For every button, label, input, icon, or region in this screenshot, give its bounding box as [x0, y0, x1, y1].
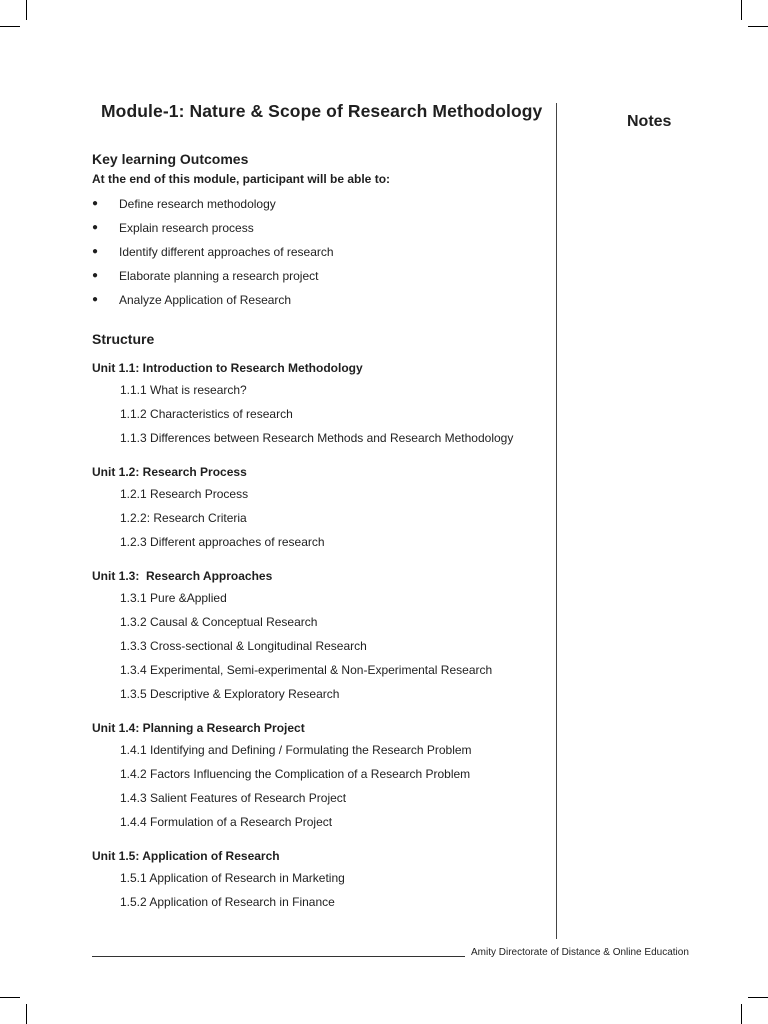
learning-outcome-text: Define research methodology — [119, 197, 276, 211]
footer-rule — [92, 956, 465, 957]
notes-label: Notes — [627, 113, 672, 130]
subsection-item: 1.2.2: Research Criteria — [120, 511, 247, 525]
unit-title: Unit 1.2: Research Process — [92, 465, 247, 479]
subsection-item: 1.2.1 Research Process — [120, 487, 249, 501]
subsection-item: 1.4.2 Factors Influencing the Complication of a Research Problem — [120, 767, 471, 781]
structure-heading: Structure — [92, 331, 155, 347]
structure-section — [92, 330, 542, 918]
bullet-icon: ● — [92, 222, 99, 233]
subsection-item: 1.2.3 Different approaches of research — [120, 535, 325, 549]
unit-block — [92, 360, 542, 454]
subsection-list — [92, 382, 542, 454]
subsection-item: 1.1.3 Differences between Research Methods and Research Methodology — [120, 431, 514, 445]
learning-outcome-text: Explain research process — [119, 221, 254, 235]
subsection-item: 1.4.3 Salient Features of Research Project — [120, 791, 347, 805]
subsection-item: 1.3.5 Descriptive & Exploratory Research — [120, 687, 340, 701]
crop-mark-bottom-left-horizontal — [0, 997, 20, 998]
unit-title: Unit 1.4: Planning a Research Project — [92, 721, 305, 735]
unit-title: Unit 1.5: Application of Research — [92, 849, 280, 863]
notes-column-divider — [556, 103, 557, 939]
subsection-list — [92, 742, 542, 838]
unit-block — [92, 464, 542, 558]
module-title: Module-1: Nature & Scope of Research Methodology — [101, 101, 543, 121]
subsection-item: 1.3.4 Experimental, Semi-experimental & Non-Experimental Research — [120, 663, 493, 677]
learning-outcome-item — [92, 268, 542, 292]
module-content — [92, 150, 542, 918]
crop-mark-top-left-vertical — [26, 0, 27, 20]
crop-mark-top-right-horizontal — [748, 26, 768, 27]
bullet-icon: ● — [92, 246, 99, 257]
learning-outcome-item — [92, 220, 542, 244]
subsection-list — [92, 870, 542, 918]
subsection-item: 1.4.1 Identifying and Defining / Formulating the Research Problem — [120, 743, 472, 757]
subsection-item: 1.3.3 Cross-sectional & Longitudinal Research — [120, 639, 367, 653]
learning-outcome-text: Identify different approaches of research — [119, 245, 334, 259]
learning-outcome-text: Analyze Application of Research — [119, 293, 292, 307]
subsection-item: 1.5.2 Application of Research in Finance — [120, 895, 335, 909]
learning-outcomes-intro: At the end of this module, participant will be able to: — [92, 172, 391, 186]
learning-outcomes-list — [92, 196, 542, 316]
learning-outcome-item — [92, 292, 542, 316]
footer-text: Amity Directorate of Distance & Online Education — [471, 947, 689, 958]
learning-outcomes-heading: Key learning Outcomes — [92, 151, 249, 167]
bullet-icon: ● — [92, 294, 99, 305]
crop-mark-bottom-left-vertical — [26, 1004, 27, 1024]
bullet-icon: ● — [92, 198, 99, 209]
subsection-item: 1.3.2 Causal & Conceptual Research — [120, 615, 318, 629]
subsection-item: 1.4.4 Formulation of a Research Project — [120, 815, 333, 829]
subsection-list — [92, 486, 542, 558]
unit-title: Unit 1.1: Introduction to Research Methodology — [92, 361, 363, 375]
learning-outcome-item — [92, 244, 542, 268]
crop-mark-top-left-horizontal — [0, 26, 20, 27]
subsection-item: 1.1.1 What is research? — [120, 383, 247, 397]
crop-mark-bottom-right-horizontal — [748, 997, 768, 998]
learning-outcomes-section — [92, 150, 542, 316]
unit-block — [92, 848, 542, 918]
unit-block — [92, 568, 542, 710]
crop-mark-top-right-vertical — [741, 0, 742, 20]
unit-block — [92, 720, 542, 838]
bullet-icon: ● — [92, 270, 99, 281]
subsection-item: 1.3.1 Pure &Applied — [120, 591, 227, 605]
unit-title: Unit 1.3: Research Approaches — [92, 569, 273, 583]
subsection-list — [92, 590, 542, 710]
subsection-item: 1.5.1 Application of Research in Marketing — [120, 871, 345, 885]
subsection-item: 1.1.2 Characteristics of research — [120, 407, 293, 421]
learning-outcome-item — [92, 196, 542, 220]
crop-mark-bottom-right-vertical — [741, 1004, 742, 1024]
learning-outcome-text: Elaborate planning a research project — [119, 269, 319, 283]
